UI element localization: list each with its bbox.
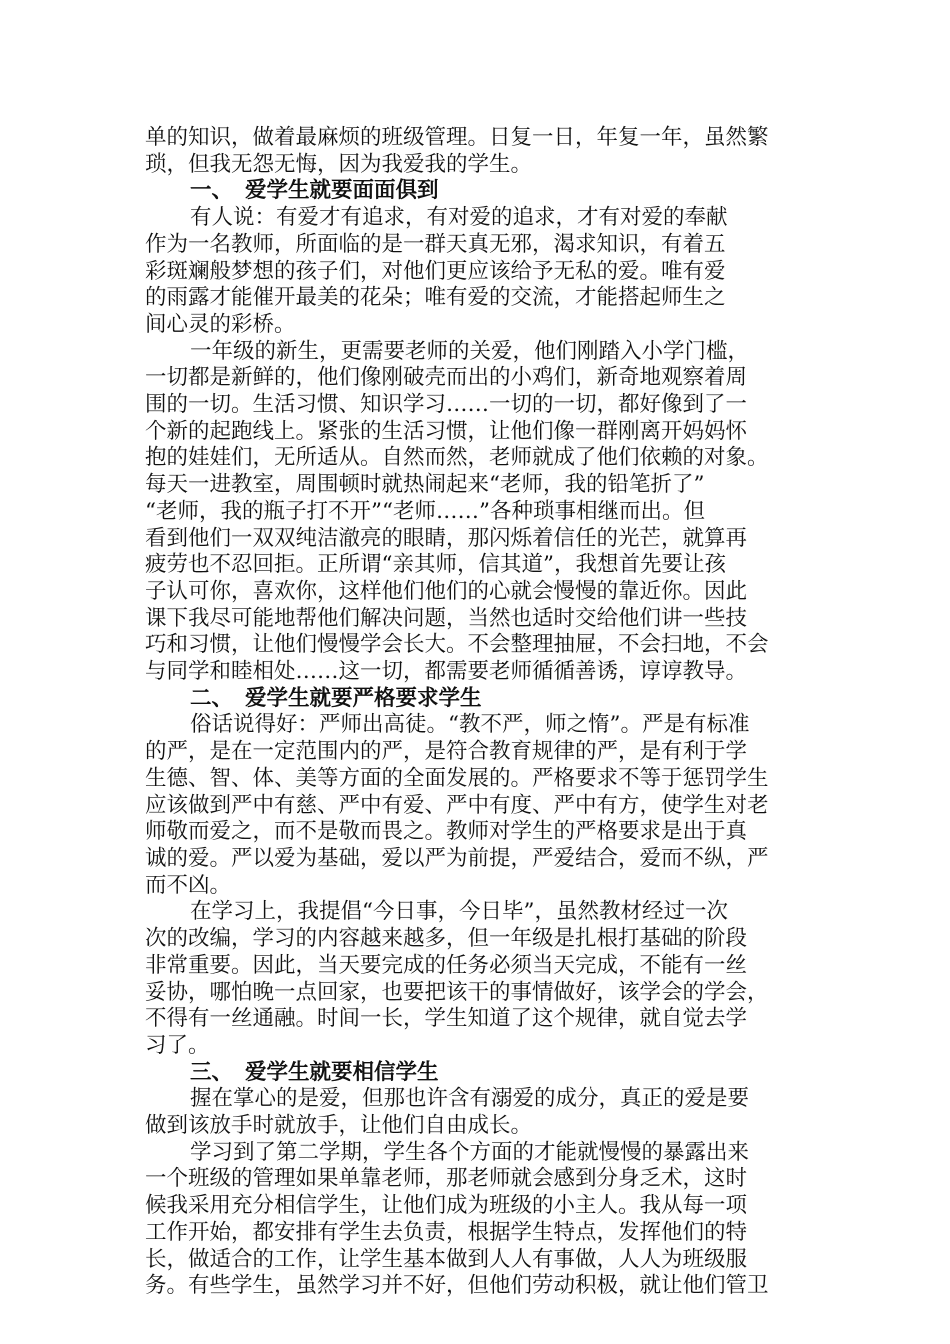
paragraph-line: 做到该放手时就放手，让他们自由成长。 — [145, 1113, 533, 1139]
section-heading — [145, 686, 805, 713]
paragraph-line: 琐，但我无怨无悔，因为我爱我的学生。 — [145, 151, 533, 177]
paragraph-line: 的雨露才能催开最美的花朵；唯有爱的交流，才能搭起师生之 — [145, 285, 726, 311]
paragraph-line: 次的改编，学习的内容越来越多，但一年级是扎根打基础的阶段 — [145, 926, 748, 952]
paragraph-line: 生德、智、体、美等方面的全面发展的。严格要求不等于惩罚学生 — [145, 765, 769, 791]
paragraph-line: 看到他们一双双纯洁澈亮的眼睛，那闪烁着信任的光芒，就算再 — [145, 525, 748, 551]
paragraph-line: 而不凶。 — [145, 872, 232, 898]
paragraph-line: 妥协，哪怕晚一点回家，也要把该干的事情做好，该学会的学会， — [145, 979, 769, 1005]
paragraph-line: 应该做到严中有慈、严中有爱、严中有度、严中有方，使学生对老 — [145, 792, 769, 818]
paragraph-line: 巧和习惯，让他们慢慢学会长大。不会整理抽屉，不会扫地，不会 — [145, 632, 769, 658]
section-title: 爱学生就要严格要求学生 — [245, 685, 482, 711]
paragraph-line: 围的一切。生活习惯、知识学习……一切的一切，都好像到了一 — [145, 392, 748, 418]
document-page — [145, 125, 805, 1300]
paragraph-line: 候我采用充分相信学生，让他们成为班级的小主人。我从每一项 — [145, 1193, 748, 1219]
section-number: 一、 — [190, 178, 234, 204]
section-title: 爱学生就要面面俱到 — [245, 178, 439, 204]
paragraph-first-line: 有人说：有爱才有追求，有对爱的追求，才有对爱的奉献 — [190, 205, 728, 231]
paragraph-line: 子认可你，喜欢你，这样他们他们的心就会慢慢的靠近你。因此 — [145, 578, 748, 604]
paragraph-line: 不得有一丝通融。时间一长，学生知道了这个规律，就自觉去学 — [145, 1006, 748, 1032]
paragraph-line: 长，做适合的工作，让学生基本做到人人有事做，人人为班级服 — [145, 1246, 748, 1272]
paragraph-line: 工作开始，都安排有学生去负责，根据学生特点，发挥他们的特 — [145, 1219, 748, 1245]
paragraph-line: 每天一进教室，周围顿时就热闹起来“老师，我的铅笔折了” — [145, 472, 705, 498]
paragraph-first-line: 一年级的新生，更需要老师的关爱，他们刚踏入小学门槛， — [190, 338, 750, 364]
paragraph-first-line: 俗话说得好：严师出高徒。“教不严，师之惰”。严是有标准 — [190, 712, 750, 738]
paragraph-line: 与同学和睦相处……这一切，都需要老师循循善诱，谆谆教导。 — [145, 659, 748, 685]
paragraph-line: 师敬而爱之，而不是敬而畏之。教师对学生的严格要求是出于真 — [145, 819, 748, 845]
paragraph-line: 作为一名教师，所面临的是一群天真无邪，渴求知识，有着五 — [145, 231, 726, 257]
paragraph-line: 诚的爱。严以爱为基础，爱以严为前提，严爱结合，爱而不纵，严 — [145, 845, 769, 871]
section-number: 二、 — [190, 685, 234, 711]
section-heading — [145, 178, 805, 205]
paragraph-first-line: 学习到了第二学期，学生各个方面的才能就慢慢的暴露出来 — [190, 1139, 750, 1165]
section-heading — [145, 1060, 805, 1087]
paragraph-first-line: 在学习上，我提倡“今日事，今日毕”，虽然教材经过一次 — [190, 899, 728, 925]
paragraph-line: 彩斑斓般梦想的孩子们，对他们更应该给予无私的爱。唯有爱 — [145, 258, 726, 284]
paragraph-first-line: 握在掌心的是爱，但那也许含有溺爱的成分，真正的爱是要 — [190, 1086, 750, 1112]
paragraph-line: 的严，是在一定范围内的严，是符合教育规律的严，是有利于学 — [145, 739, 748, 765]
paragraph-line: 一切都是新鲜的，他们像刚破壳而出的小鸡们，新奇地观察着周 — [145, 365, 748, 391]
paragraph-line: 一个班级的管理如果单靠老师，那老师就会感到分身乏术，这时 — [145, 1166, 748, 1192]
paragraph-line: 抱的娃娃们，无所适从。自然而然，老师就成了他们依赖的对象。 — [145, 445, 769, 471]
paragraph-line: “老师，我的瓶子打不开”“老师……”各种琐事相继而出。但 — [145, 498, 705, 524]
paragraph-line: 非常重要。因此，当天要完成的任务必须当天完成，不能有一丝 — [145, 952, 748, 978]
paragraph-line: 疲劳也不忍回拒。正所谓“亲其师，信其道”，我想首先要让孩 — [145, 552, 726, 578]
paragraph-line: 务。有些学生，虽然学习并不好，但他们劳动积极，就让他们管卫 — [145, 1273, 769, 1299]
section-title: 爱学生就要相信学生 — [245, 1059, 439, 1085]
section-number: 三、 — [190, 1059, 234, 1085]
paragraph-line: 单的知识，做着最麻烦的班级管理。日复一日，年复一年，虽然繁 — [145, 125, 769, 150]
paragraph-line: 个新的起跑线上。紧张的生活习惯，让他们像一群刚离开妈妈怀 — [145, 418, 748, 444]
paragraph-line: 习了。 — [145, 1032, 210, 1058]
paragraph-line: 间心灵的彩桥。 — [145, 311, 296, 337]
paragraph-line: 课下我尽可能地帮他们解决问题，当然也适时交给他们讲一些技 — [145, 605, 748, 631]
